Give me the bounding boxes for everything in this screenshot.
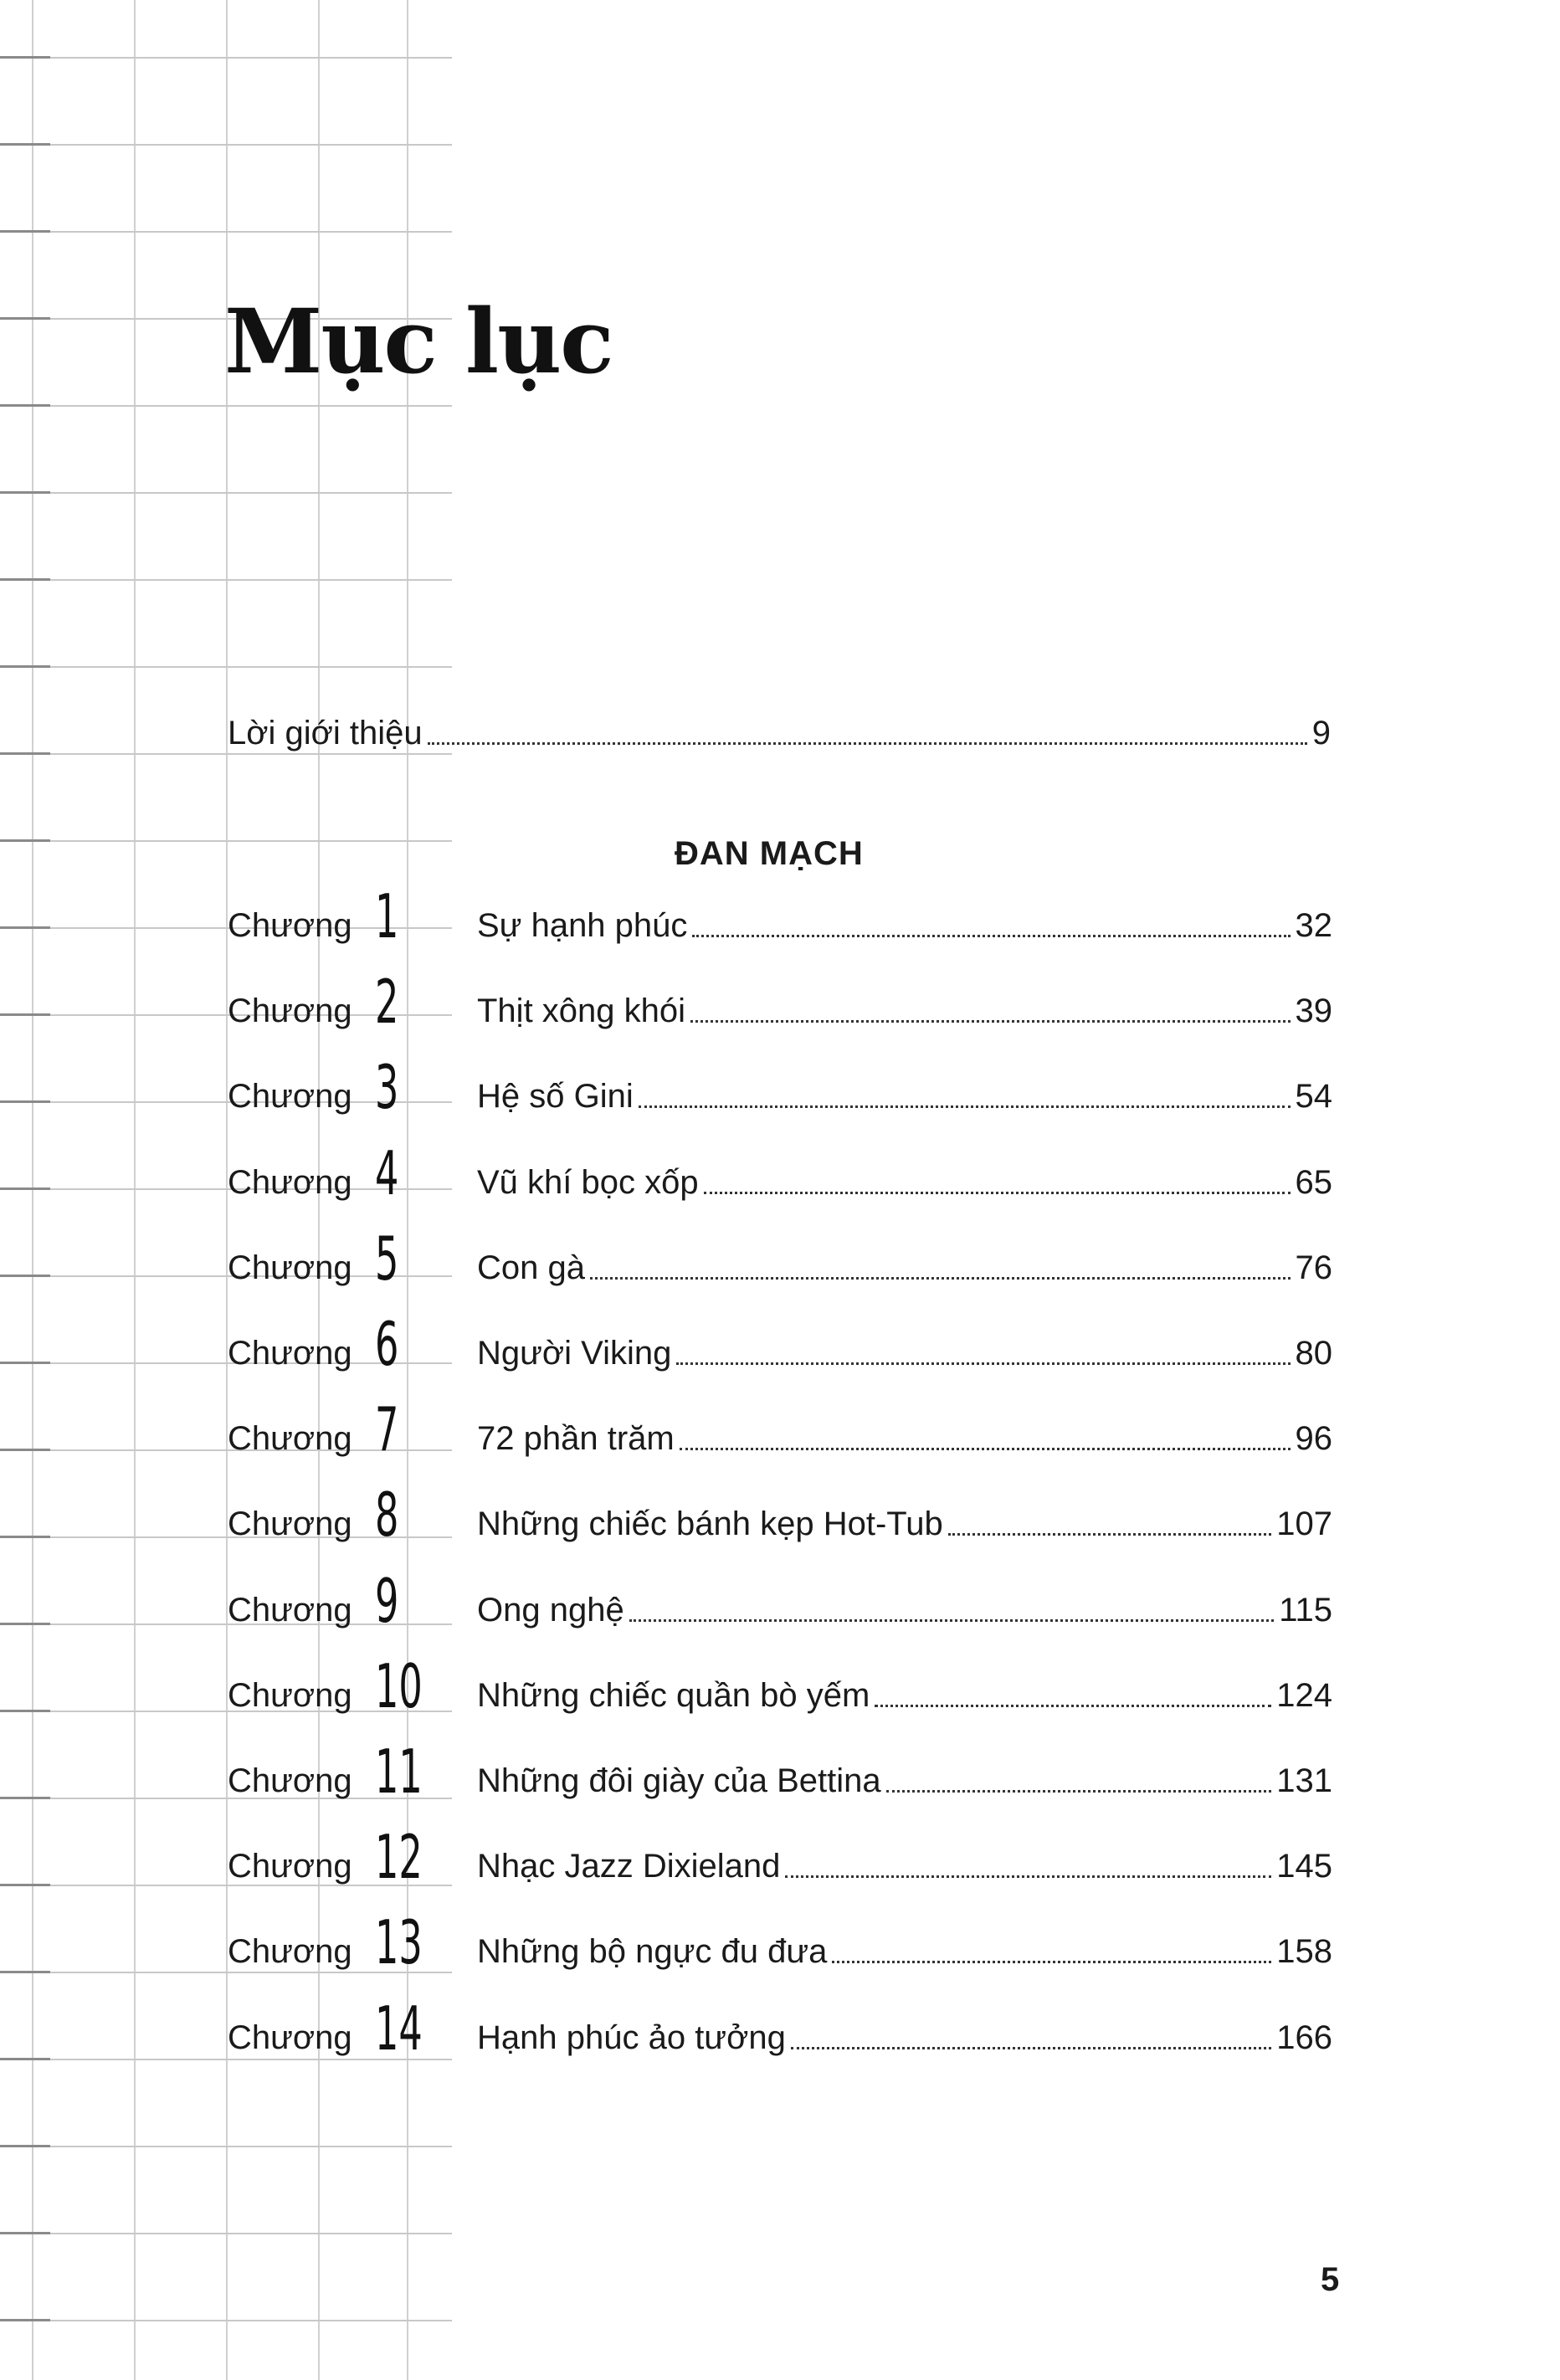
chapter-title: Sự hạnh phúc [477,907,688,944]
chapter-title: Con gà [477,1249,585,1286]
grid-horizontal-line [0,840,452,842]
chapter-page-number: 166 [1276,2019,1332,2056]
chapter-number: 6 [375,1309,399,1379]
grid-edge-tick [0,404,50,407]
chapter-number: 5 [375,1223,399,1294]
chapter-title: Vũ khí bọc xốp [477,1164,699,1201]
grid-edge-tick [0,1971,50,1973]
chapter-word: Chương [228,993,352,1029]
intro-label: Lời giới thiệu [228,715,423,751]
grid-edge-tick [0,1710,50,1712]
chapter-entry [477,2018,1332,2058]
chapter-number: 14 [375,1993,423,2064]
page-folio: 5 [1321,2261,1340,2298]
chapter-word: Chương [228,907,352,944]
dot-leader [948,1532,1272,1536]
chapter-entry [477,905,1332,946]
chapter-word: Chương [228,1078,352,1115]
chapter-title: Những chiếc quần bò yếm [477,1677,870,1714]
dot-leader [690,1019,1290,1023]
chapter-entry [477,991,1332,1031]
chapter-page-number: 145 [1276,1848,1332,1885]
chapter-number: 13 [375,1907,423,1977]
chapter-entry [477,1248,1332,1288]
chapter-entry [477,1846,1332,1886]
grid-horizontal-line [0,2146,452,2147]
toc-chapter-row [228,1388,1332,1464]
grid-edge-tick [0,1013,50,1016]
chapter-number: 10 [375,1651,423,1721]
chapter-entry [477,1076,1332,1116]
section-heading-text: ĐAN MẠCH [675,835,864,872]
chapter-entry [477,1504,1332,1544]
chapter-title: Hệ số Gini [477,1078,634,1115]
chapter-entry [477,1675,1332,1716]
chapter-entry [477,1418,1332,1459]
grid-edge-tick [0,56,50,59]
toc-chapter-row [228,1560,1332,1635]
chapter-number: 2 [375,967,399,1037]
chapter-page-number: 158 [1276,1933,1332,1970]
chapter-number: 11 [375,1736,423,1807]
chapter-entry [477,1761,1332,1801]
grid-edge-tick [0,1275,50,1277]
chapter-page-number: 107 [1276,1505,1332,1542]
dot-leader [785,1875,1271,1878]
chapter-word: Chương [228,1933,352,1970]
grid-edge-tick [0,752,50,755]
chapter-word: Chương [228,1164,352,1201]
grid-horizontal-line [0,231,452,233]
chapter-title: Những chiếc bánh kẹp Hot-Tub [477,1505,943,1542]
grid-horizontal-line [0,405,452,407]
chapter-page-number: 54 [1295,1078,1332,1115]
grid-edge-tick [0,1187,50,1190]
chapter-entry [477,1590,1332,1630]
toc-chapter-row [228,1731,1332,1806]
chapter-title: Ong nghệ [477,1592,624,1629]
chapter-entry [477,1333,1332,1373]
toc-chapter-row [228,961,1332,1036]
grid-edge-tick [0,1623,50,1625]
dot-leader [832,1960,1271,1963]
chapter-word: Chương [228,1592,352,1629]
chapter-number: 7 [375,1394,399,1464]
chapter-word: Chương [228,1848,352,1885]
chapter-number: 3 [375,1052,399,1122]
toc-chapter-row [228,1132,1332,1208]
dot-leader [704,1191,1291,1194]
chapter-title: Những bộ ngực đu đưa [477,1933,828,1970]
grid-horizontal-line [0,2320,452,2321]
chapter-word: Chương [228,2019,352,2056]
chapter-page-number: 39 [1295,993,1332,1029]
toc-chapter-row [228,1046,1332,1121]
grid-horizontal-line [0,492,452,494]
grid-horizontal-line [0,753,452,755]
toc-chapter-row [228,1303,1332,1378]
chapter-page-number: 115 [1279,1592,1332,1629]
grid-horizontal-line [0,666,452,668]
chapter-title: Người Viking [477,1335,672,1372]
grid-edge-tick [0,2232,50,2234]
chapter-page-number: 124 [1276,1677,1332,1714]
grid-horizontal-line [0,57,452,59]
grid-horizontal-line [0,2233,452,2234]
chapter-title: 72 phần trăm [477,1420,675,1457]
grid-edge-tick [0,143,50,146]
dot-leader [692,934,1290,937]
toc-chapter-row [228,1474,1332,1549]
toc-chapter-row [228,1988,1332,2063]
chapter-number: 1 [375,881,399,951]
toc-chapter-row [228,1645,1332,1721]
intro-page-number: 9 [1311,715,1331,751]
toc-chapter-row [228,875,1332,951]
grid-edge-tick [0,1100,50,1103]
chapter-word: Chương [228,1420,352,1457]
grid-edge-tick [0,1449,50,1451]
dot-leader [676,1362,1290,1365]
grid-edge-tick [0,491,50,494]
chapter-word: Chương [228,1249,352,1286]
grid-edge-tick [0,2145,50,2147]
chapter-word: Chương [228,1677,352,1714]
toc-intro-entry [228,713,1331,753]
chapter-page-number: 32 [1295,907,1332,944]
grid-edge-tick [0,839,50,842]
chapter-word: Chương [228,1335,352,1372]
dot-leader [886,1789,1272,1793]
chapter-page-number: 96 [1295,1420,1332,1457]
chapter-title: Hạnh phúc ảo tưởng [477,2019,786,2056]
dot-leader [875,1704,1271,1707]
dot-leader [680,1447,1291,1450]
grid-edge-tick [0,317,50,320]
grid-edge-tick [0,578,50,581]
grid-horizontal-line [0,144,452,146]
dot-leader [428,741,1307,745]
chapter-page-number: 80 [1295,1335,1332,1372]
chapter-title: Thịt xông khói [477,993,686,1029]
chapter-page-number: 65 [1295,1164,1332,1201]
chapter-page-number: 76 [1295,1249,1332,1286]
grid-edge-tick [0,665,50,668]
chapter-word: Chương [228,1762,352,1799]
grid-edge-tick [0,2319,50,2321]
dot-leader [629,1618,1275,1622]
chapter-title: Nhạc Jazz Dixieland [477,1848,781,1885]
page-title: Mục lục [224,289,613,393]
grid-edge-tick [0,1797,50,1799]
grid-edge-tick [0,1884,50,1886]
toc-chapter-row [228,1218,1332,1293]
grid-edge-tick [0,230,50,233]
dot-leader [639,1105,1291,1108]
grid-edge-tick [0,2058,50,2060]
chapter-entry [477,1162,1332,1203]
grid-horizontal-line [0,579,452,581]
grid-vertical-line [32,0,33,2380]
chapter-number: 12 [375,1822,423,1892]
chapter-word: Chương [228,1505,352,1542]
toc-chapter-row [228,1901,1332,1977]
chapter-entry [477,1931,1332,1972]
dot-leader [791,2046,1271,2049]
grid-edge-tick [0,1536,50,1538]
chapter-number: 9 [375,1566,399,1636]
grid-edge-tick [0,926,50,929]
chapter-number: 4 [375,1138,399,1208]
chapter-title: Những đôi giày của Bettina [477,1762,881,1799]
grid-vertical-line [134,0,136,2380]
chapter-page-number: 131 [1276,1762,1332,1799]
dot-leader [590,1276,1291,1280]
chapter-number: 8 [375,1480,399,1550]
grid-edge-tick [0,1362,50,1364]
toc-chapter-row [228,1816,1332,1891]
